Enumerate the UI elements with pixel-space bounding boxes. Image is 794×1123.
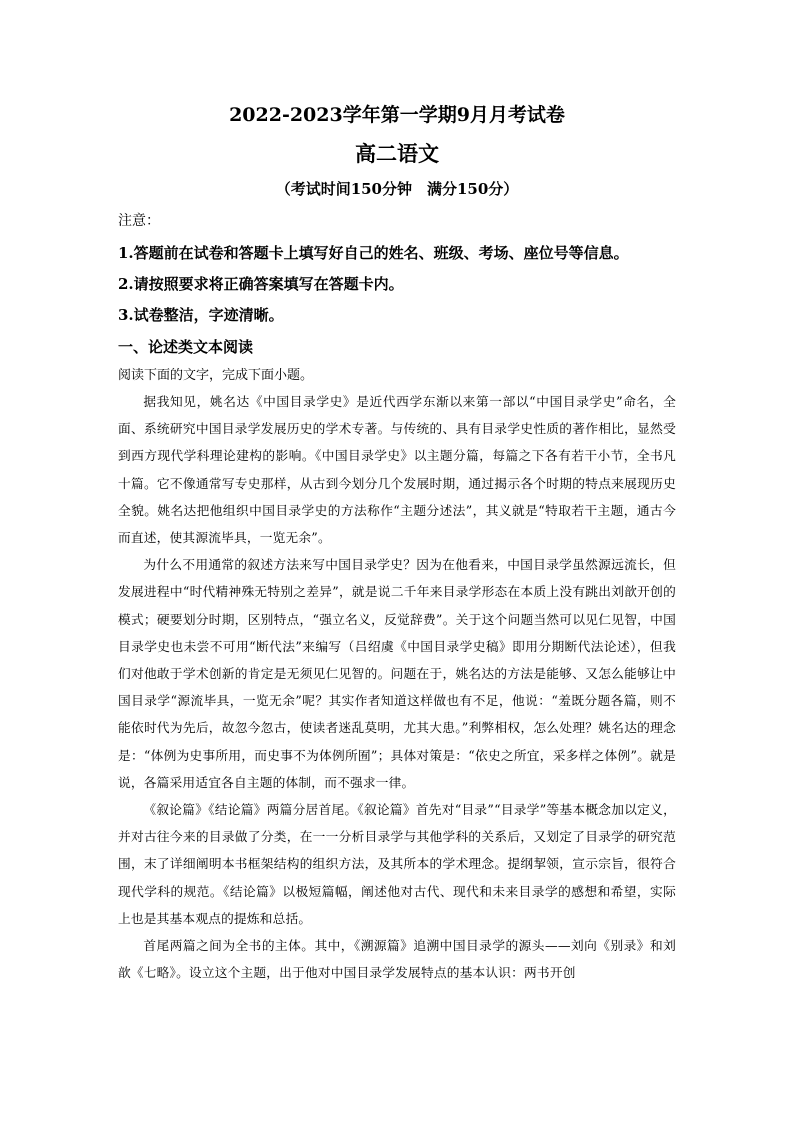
notice-item: 2.请按照要求将正确答案填写在答题卡内。 — [118, 275, 404, 293]
subject-title: 高二语文 — [355, 141, 439, 166]
notice-item: 1.答题前在试卷和答题卡上填写好自己的姓名、班级、考场、座位号等信息。 — [118, 244, 629, 262]
exam-duration-and-score: （考试时间150分钟 满分150分） — [275, 180, 519, 198]
passage-paragraph: 《叙论篇》《结论篇》两篇分居首尾。《叙论篇》首先对“目录”“目录学”等基本概念加以定义，并对古往今来的目录做了分类，在一一分析目录学与其他学科的关系后，又划定了目录学的研究范围，末了详细阐明本书框架结构的组织方法，及其所本的学术理念。提纲挈领，宣示宗旨，很符合现代学科的规范。《结论篇》以极短篇幅，阐述他对古代、现代和未来目录学的感想和希望，实际上也是其基本观点的提炼和总括。 — [118, 802, 676, 926]
passage-paragraph: 首尾两篇之间为全书的主体。其中，《溯源篇》追溯中国目录学的源头——刘向《别录》和刘歆《七略》。设立这个主题，出于他对中国目录学发展特点的基本认识：两书开创 — [118, 938, 676, 981]
reading-passage — [118, 388, 676, 986]
section-heading: 一、论述类文本阅读 — [118, 338, 254, 356]
reading-instruction: 阅读下面的文字，完成下面小题。 — [118, 368, 314, 383]
notice-item: 3.试卷整洁，字迹清晰。 — [118, 306, 284, 324]
passage-paragraph: 为什么不用通常的叙述方法来写中国目录学史？因为在他看来，中国目录学虽然源远流长，但发展进程中“时代精神殊无特别之差异”，就是说二千年来目录学形态在本质上没有跳出刘歆开创的模式；硬要划分时期，区别特点，“强立名义，反觉辞费”。关于这个问题当然可以见仁见智，中国目录学史也未尝不可用“断代法”来编写（吕绍虞《中国目录学史稿》即用分期断代法论述），但我们对他敢于学术创新的肯定是无须见仁见智的。问题在于，姚名达的方法是能够、又怎么能够让中国目录学“源流毕具，一览无余”呢？其实作者知道这样做也有不足，他说：“羞既分题各篇，则不能依时代为先后，故忽今忽古，使读者迷乱莫明，尤其大患。”利弊相权，怎么处理？姚名达的理念是：“体例为史事所用，而史事不为体例所囿”；具体对策是：“依史之所宜，采多样之体例”。就是说，各篇采用适宜各自主题的体制，而不强求一律。 — [118, 557, 676, 790]
passage-paragraph: 据我知见，姚名达《中国目录学史》是近代西学东渐以来第一部以“中国目录学史”命名，全面、系统研究中国目录学发展历史的学术专著。与传统的、具有目录学史性质的著作相比，显然受到西方现代学科理论建构的影响。《中国目录学史》以主题分篇，每篇之下各有若干小节，全书凡十篇。它不像通常写专史那样，从古到今划分几个发展时期，通过揭示各个时期的特点来展现历史全貌。姚名达把他组织中国目录学史的方法称作“主题分述法”，其义就是“特取若干主题，通古今而直述，使其源流毕具，一览无余”。 — [118, 394, 676, 546]
exam-title: 2022-2023学年第一学期9月月考试卷 — [229, 104, 565, 126]
notice-label: 注意： — [118, 213, 160, 229]
